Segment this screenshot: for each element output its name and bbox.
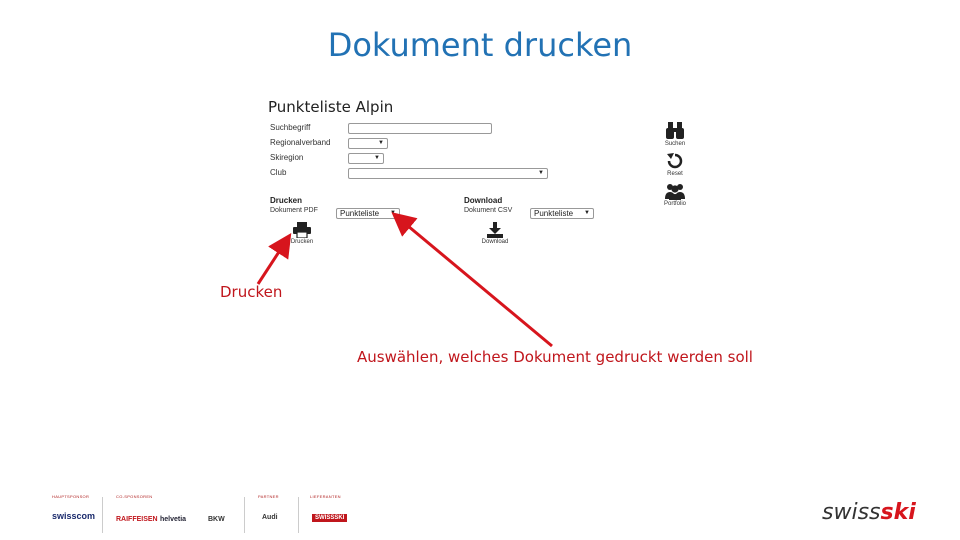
supplier-sponsor	[310, 494, 345, 521]
download-button-label: Download	[481, 239, 509, 245]
main-sponsor	[52, 494, 96, 521]
download-document-value: Punkteliste	[534, 209, 574, 218]
download-heading: Download	[464, 196, 503, 205]
audi-logo: Audi	[262, 514, 278, 521]
field-label-club: Club	[270, 168, 287, 177]
chevron-down-icon: ▼	[584, 210, 590, 216]
raiffeisen-logo: RAIFFEISEN	[116, 516, 158, 523]
partner-sponsor	[258, 494, 279, 521]
supplier-caption: LIEFERANTEN	[310, 494, 341, 499]
print-callout-arrow	[258, 238, 288, 284]
swisscom-logo: swisscom	[52, 511, 96, 521]
print-document-value: Punkteliste	[340, 209, 380, 218]
main-sponsor-caption: HAUPTSPONSOR	[52, 494, 90, 499]
field-label-search: Suchbegriff	[270, 123, 311, 132]
slide-title: Dokument drucken	[327, 26, 633, 64]
chevron-down-icon: ▼	[390, 210, 396, 216]
field-label-region: Regionalverband	[270, 138, 331, 147]
sponsor-divider	[244, 497, 245, 533]
download-subheading: Dokument CSV	[464, 207, 513, 214]
brand-swiss: swiss	[822, 500, 881, 525]
reset-button-label: Reset	[667, 171, 683, 177]
chevron-down-icon: ▼	[374, 155, 380, 161]
swiss-ski-logo	[822, 500, 916, 525]
helvetia-logo: helvetia	[160, 516, 187, 523]
supplier-logo: SWISSSKI	[312, 514, 347, 522]
chevron-down-icon: ▼	[378, 140, 384, 146]
search-button-label: Suchen	[664, 141, 686, 147]
print-heading: Drucken	[270, 196, 303, 205]
portfolio-button-label: Portfolio	[663, 201, 686, 207]
sponsor-divider	[102, 497, 103, 533]
partner-caption: PARTNER	[258, 494, 279, 499]
chevron-down-icon: ▼	[538, 170, 544, 176]
print-callout-label: Drucken	[220, 283, 283, 301]
field-label-skiregion: Skiregion	[270, 153, 304, 162]
bkw-logo: BKW	[208, 516, 225, 523]
select-callout-label: Auswählen, welches Dokument gedruckt werden soll	[357, 348, 753, 366]
co-sponsors	[116, 494, 225, 523]
brand-ski: ski	[880, 500, 916, 525]
select-callout-arrow	[396, 216, 552, 346]
form-title: Punkteliste Alpin	[268, 98, 394, 116]
co-sponsors-caption: CO-SPONSOREN	[116, 494, 153, 499]
print-button-label: Drucken	[290, 239, 314, 245]
print-subheading: Dokument PDF	[270, 207, 318, 214]
sponsor-divider	[298, 497, 299, 533]
